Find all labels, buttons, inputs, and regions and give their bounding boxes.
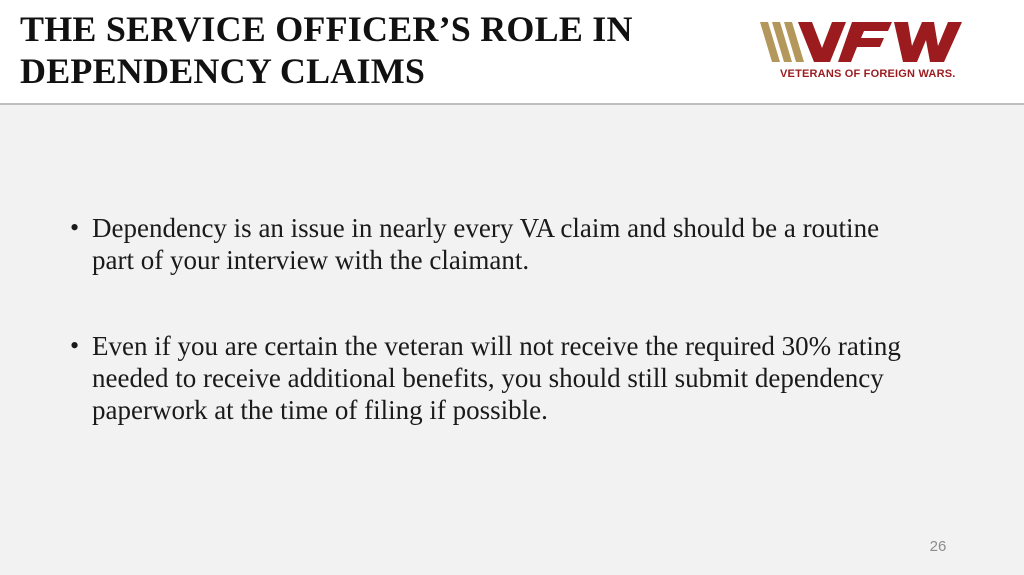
vfw-wordmark-icon: [760, 22, 990, 66]
bullet-point-icon: •: [70, 213, 80, 242]
bullet-point-icon: •: [70, 331, 80, 360]
bullet-text: Dependency is an issue in nearly every VA claim and should be a routine part of your interview with the claimant.: [92, 213, 880, 275]
bullet-text: Even if you are certain the veteran will not receive the required 30% rating needed to receive additional benefits, you should still submit dependency paperwork at the time of filing if possible.: [92, 331, 901, 425]
logo-tagline: VETERANS OF FOREIGN WARS.: [780, 68, 956, 80]
slide-header: [0, 0, 1024, 105]
vfw-logo: [760, 22, 990, 86]
bullet-list: [70, 212, 910, 480]
bullet-item: [70, 212, 910, 276]
slide-title: THE SERVICE OFFICER’S ROLE IN DEPENDENCY CLAIMS: [20, 9, 633, 91]
bullet-item: [70, 330, 910, 426]
page-number: 26: [929, 538, 947, 555]
